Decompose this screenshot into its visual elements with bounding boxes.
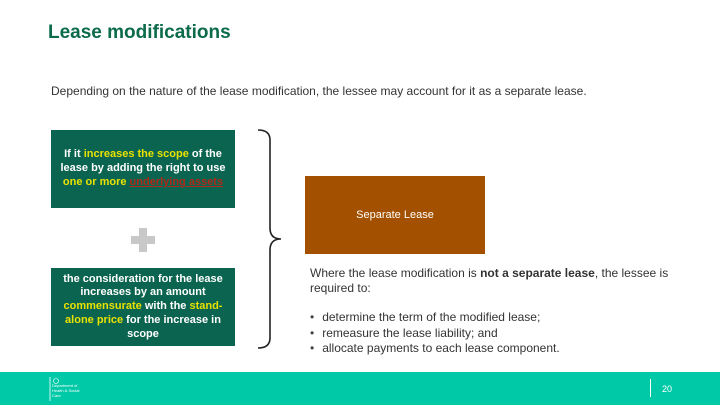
note-post: , the lessee is required to: bbox=[310, 266, 669, 295]
condition-scope-highlight-3: underlying assets bbox=[129, 175, 224, 188]
condition-consideration-part1: the consideration for the lease increases by an amount bbox=[63, 272, 223, 299]
note-pre: Where the lease modification is bbox=[310, 266, 481, 280]
separate-lease-box bbox=[305, 176, 485, 254]
requirements-list bbox=[310, 310, 560, 357]
page-number: 20 bbox=[662, 384, 673, 394]
condition-box-scope bbox=[51, 130, 235, 208]
note-bold: not a separate lease bbox=[480, 266, 595, 280]
list-item: • determine the term of the modified lease; bbox=[310, 310, 560, 326]
condition-scope-highlight-2: one or more bbox=[62, 175, 127, 188]
footer-bar bbox=[0, 372, 720, 405]
list-item: • remeasure the lease liability; and bbox=[310, 326, 560, 342]
condition-scope-part2: of the lease by adding the right to use bbox=[60, 148, 226, 175]
condition-scope-part1: If it bbox=[64, 148, 84, 161]
condition-consideration-text bbox=[59, 273, 227, 342]
not-separate-note bbox=[310, 266, 670, 296]
condition-consideration-part3: for the increase in scope bbox=[123, 313, 221, 340]
right-brace-icon bbox=[254, 128, 284, 350]
logo-text: Department of Health & Social Care bbox=[52, 383, 80, 398]
condition-consideration-highlight-1: commensurate bbox=[63, 300, 142, 313]
separate-lease-label: Separate Lease bbox=[356, 209, 434, 221]
plus-icon bbox=[131, 228, 155, 252]
list-item: • allocate payments to each lease component. bbox=[310, 341, 560, 357]
slide-title: Lease modifications bbox=[48, 22, 231, 43]
condition-scope-highlight-1: increases the scope bbox=[83, 148, 189, 161]
intro-text: Depending on the nature of the lease modification, the lessee may account for it as a separate lease. bbox=[51, 84, 587, 98]
condition-consideration-part2: with the bbox=[141, 300, 190, 313]
footer-divider bbox=[650, 379, 651, 397]
condition-box-consideration bbox=[51, 268, 235, 346]
condition-consideration-highlight-2: stand-alone price bbox=[65, 300, 223, 326]
condition-scope-text bbox=[59, 148, 227, 189]
